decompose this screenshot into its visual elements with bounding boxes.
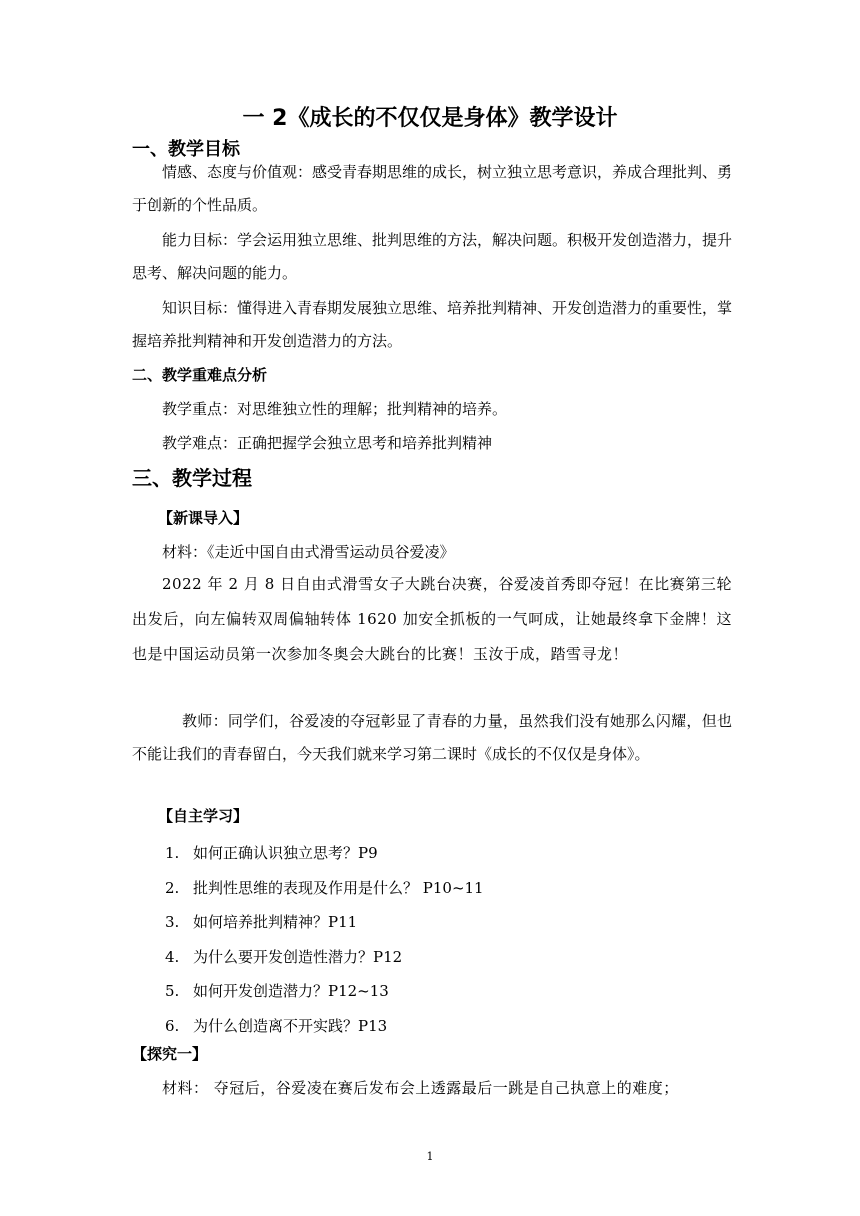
text-key-point: 教学重点：对思维独立性的理解；批判精神的培养。	[162, 400, 508, 418]
list-item: 2. 批判性思维的表现及作用是什么？ P10~11	[165, 878, 484, 897]
list-item: 1. 如何正确认识独立思考？P9	[165, 844, 378, 862]
label-explore-one: 【探究一】	[132, 1045, 208, 1063]
paragraph-emotion-goal: 情感、态度与价值观：感受青春期思维的成长，树立独立思考意识，养成合理批判、勇于创新的个性品质。	[132, 163, 733, 214]
section-heading-key-points: 二、教学重难点分析	[132, 366, 268, 384]
paragraph-teacher-text: 教师：同学们，谷爱凌的夺冠彰显了青春的力量，虽然我们没有她那么闪耀，但也不能让我们的青春留白，今天我们就来学习第二课时《成长的不仅仅是身体》。	[132, 712, 732, 763]
paragraph-ability-goal: 能力目标：学会运用独立思维、批判思维的方法，解决问题。积极开发创造潜力，提升思考、解决问题的能力。	[132, 231, 733, 282]
section-heading-process: 三、教学过程	[132, 466, 252, 490]
page-number: 1	[426, 1150, 434, 1163]
self-study-question-list	[165, 842, 484, 1049]
text-material-title: 材料：《走近中国自由式滑雪运动员谷爱凌》	[162, 543, 455, 561]
label-self-study: 【自主学习】	[158, 807, 249, 825]
label-new-lesson-intro: 【新课导入】	[158, 509, 249, 527]
list-item: 4. 为什么要开发创造性潜力？P12	[165, 947, 403, 966]
list-item: 3. 如何培养批判精神？P11	[165, 913, 358, 931]
document-title: 一 2《成长的不仅仅是身体》教学设计	[242, 106, 618, 131]
text-difficult-point: 教学难点：正确把握学会独立思考和培养批判精神	[162, 434, 493, 452]
paragraph-material-text: 2022 年 2 月 8 日自由式滑雪女子大跳台决赛，谷爱凌首秀即夺冠！在比赛第三轮出发后，向左偏转双周偏轴转体 1620 加安全抓板的一气呵成，让她最终拿下金牌！这也是中国运动员第一次参加冬奥会大跳台的比赛！玉汝于成，踏雪寻龙！	[132, 575, 732, 663]
list-item: 5. 如何开发创造潜力？P12~13	[165, 982, 389, 1000]
text-explore-material: 材料： 夺冠后，谷爱凌在赛后发布会上透露最后一跳是自己执意上的难度；	[162, 1079, 679, 1097]
paragraph-knowledge-goal: 知识目标：懂得进入青春期发展独立思维、培养批判精神、开发创造潜力的重要性，掌握培养批判精神和开发创造潜力的方法。	[132, 299, 733, 350]
list-item: 6. 为什么创造离不开实践？P13	[165, 1016, 388, 1035]
section-heading-objectives: 一、教学目标	[132, 139, 240, 160]
